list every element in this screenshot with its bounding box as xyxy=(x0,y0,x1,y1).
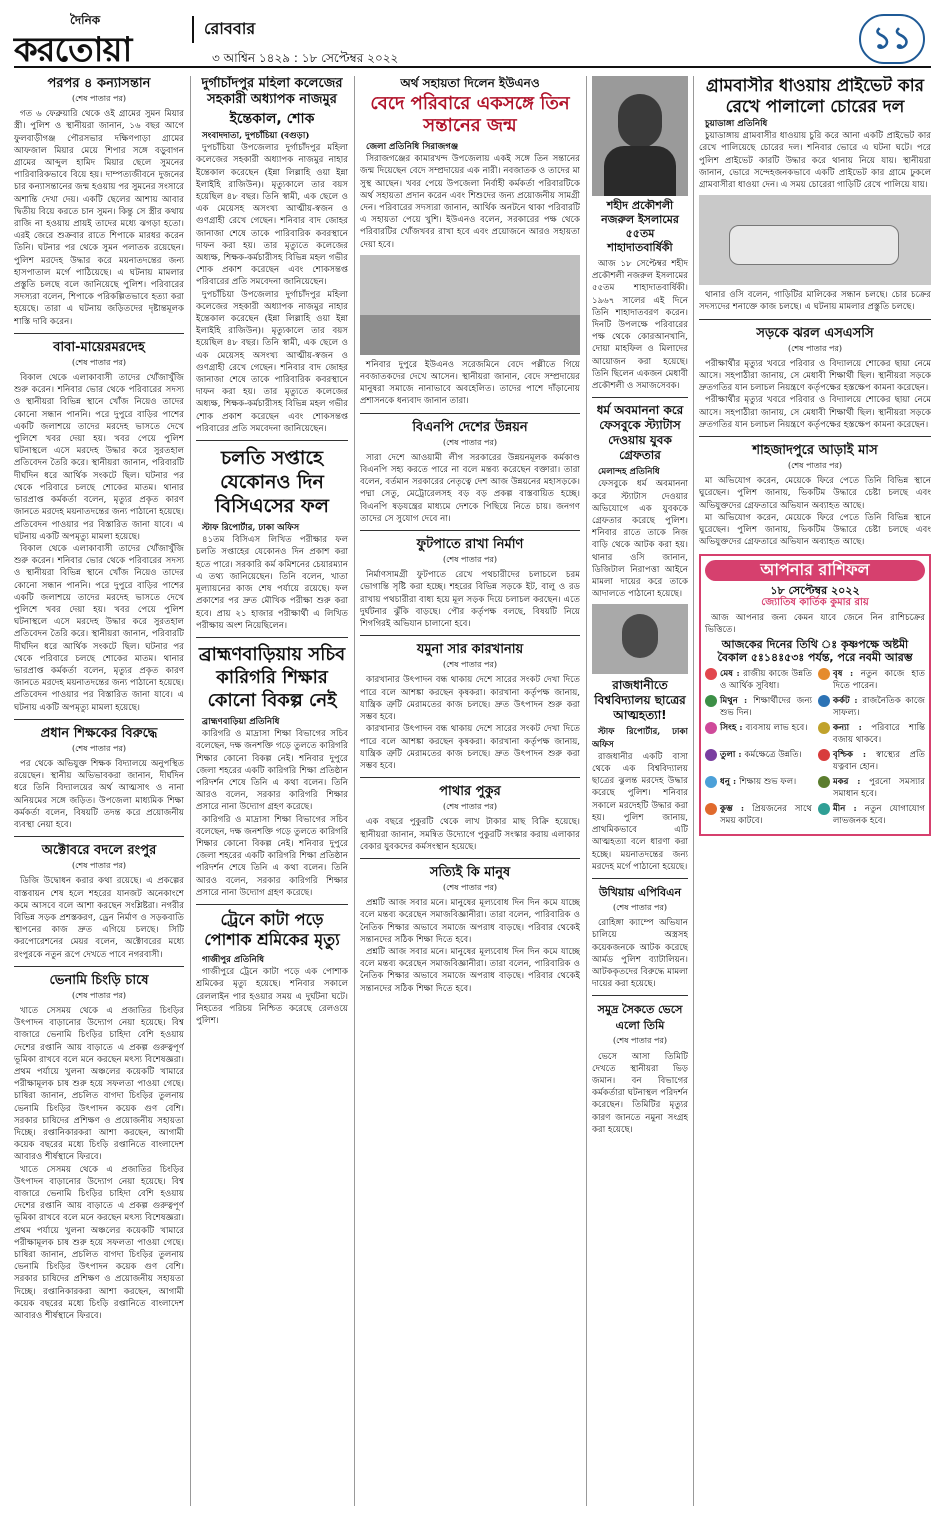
column-divider xyxy=(354,76,355,1506)
zodiac-icon xyxy=(705,668,717,680)
column-4 xyxy=(592,76,688,1506)
article-body: ভেসে আসা তিমিটি দেখতে স্থানীয়রা ভিড় জমান। বন বিভাগের কর্মকর্তারা ঘটনাস্থল পরিদর্শন করেছেন। তিমিটির মৃত্যুর কারণ জানতে নমুনা সংগ্রহ করা হয়েছে। xyxy=(592,1051,688,1135)
article-body: কারিগরি ও মাদ্রাসা শিক্ষা বিভাগের সচিব বলেছেন, দক্ষ জনশক্তি গড়ে তুলতে কারিগরি শিক্ষার কোনো বিকল্প নেই। শনিবার দুপুরে জেলা শহরের একটি কারিগরি শিক্ষা প্রতিষ্ঠান পরিদর্শন শেষে তিনি এ কথা বলেন। তিনি আরও বলেন, সরকার কারিগরি শিক্ষার প্রসারে নানা উদ্যোগ গ্রহণ করেছে। xyxy=(196,729,348,813)
newspaper-logo xyxy=(14,10,184,70)
horoscope-text: মীন : নতুন যোগাযোগ লাভজনক হবে। xyxy=(833,803,925,826)
headline: রাজধানীতে বিশ্ববিদ্যালয় ছাত্রের আত্মহত্যা! xyxy=(594,678,686,723)
article-body: শনিবার দুপুরে ইউএনও সরেজমিনে বেদে পল্লীতে গিয়ে নবজাতকদের দেখে আসেন। স্থানীয়রা জানান, বেদে সম্প্রদায়ের মানুষরা সমাজে নানাভাবে অবহেলিত। তাদের পাশে দাঁড়ানোয় প্রশাসনকে ধন্যবাদ জানান তারা। xyxy=(360,359,580,407)
continuation-note: (শেষ পাতার পর) xyxy=(787,461,843,471)
article-body: নির্মাণসামগ্রী ফুটপাতে রেখে পথচারীদের চলাচলে চরম ভোগান্তি সৃষ্টি করা হচ্ছে। শহরের বিভিন্ন সড়কে ইট, বালু ও রড রাখায় পথচারীরা বাধ্য হয়ে মূল সড়ক দিয়ে চলাচল করছেন। এতে দুর্ঘটনার ঝুঁকি বাড়ছে। পৌর কর্তৃপক্ষ বলছে, বিষয়টি নিয়ে শিগগিরই অভিযান চালানো হবে। xyxy=(360,570,580,630)
headline: সত্যিই কি মানুষ xyxy=(429,864,511,880)
continuation-note: (শেষ পাতার পর) xyxy=(71,743,127,753)
headline: ধর্ম অবমাননা করে ফেসবুকে স্ট্যাটাস দেওয়ায় যুবক গ্রেফতার xyxy=(596,403,684,463)
logo-name: করতোয়া xyxy=(14,30,132,70)
article-body: ফেসবুকে ধর্ম অবমাননা করে স্ট্যাটাস দেওয়ার অভিযোগে এক যুবককে গ্রেফতার করেছে পুলিশ। শনিবার রাতে তাকে নিজ বাড়ি থেকে আটক করা হয়। থানার ওসি জানান, ডিজিটাল নিরাপত্তা আইনে মামলা দায়ের করে তাকে আদালতে পাঠানো হয়েছে। xyxy=(592,479,688,600)
masthead xyxy=(14,10,931,68)
horoscope-text: মেষ : রাজীয় কাজে উন্নতি ও আর্থিক সুবিধা। xyxy=(720,668,813,691)
horoscope-list xyxy=(701,668,929,830)
article-body: খাতে সেসময় থেকে এ প্রজাতির চিংড়ির উৎপাদন বাড়ানোর উদ্যোগ নেয়া হয়েছে। বিশ্ব বাজারে ভেনামি চিংড়ির চাহিদা বেশি হওয়ায় দেশের রপ্তানি আয় বাড়াতে এ প্রকল্প গুরুত্বপূর্ণ ভূমিকা রাখবে বলে মনে করছেন মৎস্য বিশেষজ্ঞরা। প্রথম পর্যায়ে খুলনা অঞ্চলের কয়েকটি খামারে পরীক্ষামূলক চাষ শুরু হয়ে সফলতা পাওয়া গেছে। চাষিরা জানান, প্রচলিত বাগদা চিংড়ির তুলনায় ভেনামি চিংড়ির উৎপাদন কয়েক গুণ বেশি। সরকার চাষিদের প্রশিক্ষণ ও প্রয়োজনীয় সহায়তা দিচ্ছে। রপ্তানিকারকরা আশা করছেন, আগামী কয়েক বছরের মধ্যে চিংড়ি রপ্তানিতে বাংলাদেশ আবারও শীর্ষস্থানে ফিরবে। xyxy=(14,1164,184,1322)
horoscope-text: কর্কট : রাজনৈতিক কাজে সাফল্য। xyxy=(833,695,925,718)
continuation-note: (শেষ পাতার পর) xyxy=(442,882,498,892)
zodiac-icon xyxy=(705,776,717,788)
zodiac-icon xyxy=(818,722,830,734)
continuation-note: (শেষ পাতার পর) xyxy=(71,94,127,103)
tithi: আজকের দিনের তিথি ঃ কৃষ্ণপক্ষে অষ্টমী xyxy=(721,638,909,652)
column-5 xyxy=(699,76,931,1506)
article-body: থানার ওসি বলেন, গাড়িটির মালিকের সন্ধান চলছে। চোর চক্রের সদস্যদের শনাক্তে কাজ চলছে। এ ঘটনায় মামলার প্রস্তুতি চলছে। xyxy=(699,290,931,313)
article-body: গত ৬ ফেব্রুয়ারি থেকে ওই গ্রামের সুমন মিয়ার স্ত্রী। পুলিশ ও স্থানীয়রা জানান, ১৬ বছর আগে ফুলবাড়ীগঞ্জ পৌরসভার দক্ষিণপাড়া গ্রামের আফজাল মিয়ার মেয়ে শিপার সঙ্গে বড়ুবাগন গ্রামের আব্দুল হামিদ মিয়ার ছেলে সুমনের পারিবারিকভাবে বিয়ে হয়। দাম্পত্যজীবনে দুজনের চার কন্যাসন্তানের জন্ম হওয়ায় পর সুমনের সংসারে অশান্তি দেখা দেয়। একটি ছেলের আশায় আবার দ্বিতীয় বিয়ে করতে চান সুমন। কিন্তু সে স্ত্রীর কথায় রাজি না হওয়ায় প্রায়ই তাদের মধ্যে ঝগড়া হতো। এরই জেরে শুক্রবার রাতে শিপাকে মারধর করেন তিনি। ঘটনার পর থেকে সুমন পলাতক রয়েছেন। পুলিশ মরদেহ উদ্ধার করে ময়নাতদন্তের জন্য হাসপাতাল মর্গে পাঠিয়েছে। এ ঘটনায় মামলার প্রস্তুতি চলছে বলে জানিয়েছে পুলিশ। পরিবারের সদস্যরা বলেন, শিপাকে পরিকল্পিতভাবে হত্যা করা হয়েছে। তারা এ ঘটনায় জড়িতদের দৃষ্টান্তমূলক শাস্তি দাবি করেন। xyxy=(14,109,184,327)
zodiac-icon xyxy=(818,668,830,680)
zodiac-icon xyxy=(705,803,717,815)
dateline: ৩ আশ্বিন ১৪২৯ : ১৮ সেপ্টেম্বর ২০২২ xyxy=(212,51,399,65)
continuation-note: (শেষ পাতার পর) xyxy=(442,437,498,447)
horoscope-item xyxy=(818,749,925,773)
column-divider xyxy=(693,76,694,1506)
horoscope-text: কুম্ভ : প্রিয়জনের সাথে সময় কাটবে। xyxy=(720,803,812,826)
article-body: সারা দেশে আওয়ামী লীগ সরকারের উন্নয়নমূলক কর্মকাণ্ড বিএনপি সহ্য করতে পারে না বলে মন্তব্য করেছেন বক্তারা। তারা বলেন, বর্তমান সরকারের নেতৃত্বে দেশ আজ উন্নয়নের মহাসড়কে। পদ্মা সেতু, মেট্রোরেলসহ বড় বড় প্রকল্প বাস্তবায়িত হচ্ছে। বিএনপি ষড়যন্ত্রের মাধ্যমে দেশকে পিছিয়ে নিতে চায়। জনগণ তাদের সে সুযোগ দেবে না। xyxy=(360,452,580,524)
byline: ব্রাহ্মণবাড়িয়া প্রতিনিধি xyxy=(202,716,280,727)
column-divider xyxy=(190,76,191,1506)
continuation-note: (শেষ পাতার পর) xyxy=(787,343,843,353)
column-3 xyxy=(360,76,580,1506)
headline: শাহজাদপুরে আড়াই মাস xyxy=(752,443,878,459)
tithi-detail: বৈকাল ৫ঃ১৪ঃ৫৩ঃ পর্যন্ত, পরে নবমী আরম্ভ xyxy=(717,650,913,664)
headline: পরপর ৪ কন্যাসন্তান xyxy=(47,76,151,91)
column-divider xyxy=(586,76,587,1506)
continuation-note: (শেষ পাতার পর) xyxy=(442,660,498,670)
article-body: কারখানার উৎপাদন বন্ধ থাকায় দেশে সারের সংকট দেখা দিতে পারে বলে আশঙ্কা করছেন কৃষকরা। কারখানা কর্তৃপক্ষ জানায়, যান্ত্রিক ত্রুটি মেরামতের কাজ চলছে। দ্রুত উৎপাদন শুরু করা সম্ভব হবে। xyxy=(360,724,580,771)
article-body: মা অভিযোগ করেন, মেয়েকে ফিরে পেতে তিনি বিভিন্ন স্থানে ঘুরেছেন। পুলিশ জানায়, ভিকটিম উদ্ধারে চেষ্টা চলছে এবং অভিযুক্তদের গ্রেফতারে অভিযান অব্যাহত আছে। xyxy=(699,476,931,511)
continuation-note: (শেষ পাতার পর) xyxy=(612,902,668,912)
photo-caption: শহীদ প্রকৌশলী নজরুল ইসলামের ৫৫তম শাহাদাতবার্ষিকী xyxy=(601,199,679,254)
column-2 xyxy=(196,76,348,1506)
headline: চলতি সপ্তাহে যেকোনও দিন বিসিএসের ফল xyxy=(215,447,329,518)
horoscope-item xyxy=(705,749,812,773)
portrait-photo xyxy=(592,604,688,674)
article-body: পরীক্ষার্থীর মৃত্যুর খবরে পরিবার ও বিদ্যালয়ে শোকের ছায়া নেমে আসে। সহপাঠীরা জানায়, সে মেধাবী শিক্ষার্থী ছিল। স্থানীয়রা সড়কে দ্রুতগতির যান চলাচল নিয়ন্ত্রণে কর্তৃপক্ষের হস্তক্ষেপ কামনা করেছেন। xyxy=(699,358,931,394)
headline: সড়কে ঝরল এসএসসি xyxy=(756,325,874,341)
horoscope-item xyxy=(818,803,925,827)
article-body: রাজধানীর একটি বাসা থেকে এক বিশ্ববিদ্যালয় ছাত্রের ঝুলন্ত মরদেহ উদ্ধার করেছে পুলিশ। শনিবার সকালে মরদেহটি উদ্ধার করা হয়। পুলিশ জানায়, প্রাথমিকভাবে এটি আত্মহত্যা বলে ধারণা করা হচ্ছে। ময়নাতদন্তের জন্য মরদেহ মর্গে পাঠানো হয়েছে। xyxy=(592,751,688,872)
article-body: কারখানার উৎপাদন বন্ধ থাকায় দেশে সারের সংকট দেখা দিতে পারে বলে আশঙ্কা করছেন কৃষকরা। কারখানা কর্তৃপক্ষ জানায়, যান্ত্রিক ত্রুটি মেরামতের কাজ চলছে। দ্রুত উৎপাদন শুরু করা সম্ভব হবে। xyxy=(360,675,580,723)
continuation-note: (শেষ পাতার পর) xyxy=(71,357,127,367)
headline: প্রধান শিক্ষকের বিরুদ্ধে xyxy=(40,725,158,741)
headline: গ্রামবাসীর ধাওয়ায় প্রাইভেট কার রেখে পালালো চোরের দল xyxy=(705,76,925,117)
headline: ভেনামি চিংড়ি চাষে xyxy=(49,972,149,988)
car-photo xyxy=(699,195,931,285)
byline: মেলান্দহ প্রতিনিধি xyxy=(598,467,660,478)
byline: সংবাদদাতা, দুপচাঁচিয়া (বগুড়া) xyxy=(202,131,310,141)
byline: চুয়াডাঙ্গা প্রতিনিধি xyxy=(705,119,768,129)
continuation-note: (শেষ পাতার পর) xyxy=(442,555,498,565)
byline: স্টাফ রিপোর্টার, ঢাকা অফিস xyxy=(202,523,300,534)
headline: ফুটপাতে রাখা নির্মাণ xyxy=(416,537,524,553)
zodiac-icon xyxy=(705,695,717,707)
headline: অক্টোবরে বদলে রংপুর xyxy=(41,843,157,859)
article-body: রোহিঙ্গা ক্যাম্পে অভিযান চালিয়ে অস্ত্রসহ কয়েকজনকে আটক করেছে আর্মড পুলিশ ব্যাটালিয়ন। আটককৃতদের বিরুদ্ধে মামলা দায়ের করা হয়েছে। xyxy=(592,918,688,990)
article-body: বিকাল থেকে এলাকাবাসী তাদের খোঁজাখুঁজি শুরু করেন। শনিবার ভোর থেকে পরিবারের সদস্য ও স্থানীয়রা বিভিন্ন স্থানে খোঁজ নিয়েও তাদের কোনো সন্ধান পাননি। পরে দুপুরে বাড়ির পাশের একটি জলাশয়ে তাদের মরদেহ ভাসতে দেখে পুলিশে খবর দেয়া হয়। খবর পেয়ে পুলিশ ঘটনাস্থলে এসে মরদেহ উদ্ধার করে সুরতহাল প্রতিবেদন তৈরি করে। স্থানীয়রা জানান, পরিবারটি দীর্ঘদিন ধরে আর্থিক সংকটে ছিল। ঘটনার পর থেকে পরিবারে চলছে শোকের মাতম। থানার ভারপ্রাপ্ত কর্মকর্তা বলেন, মৃত্যুর প্রকৃত কারণ জানতে মরদেহ ময়নাতদন্তের জন্য পাঠানো হয়েছে। প্রতিবেদন পাওয়ার পর বিস্তারিত জানা যাবে। এ ঘটনায় একটি অপমৃত্যু মামলা হয়েছে। xyxy=(14,373,184,542)
horoscope-item xyxy=(818,776,925,800)
page-number: ১১ xyxy=(859,14,925,64)
byline: স্টাফ রিপোর্টার, ঢাকা অফিস xyxy=(592,727,688,750)
zodiac-icon xyxy=(818,749,830,761)
horoscope-item xyxy=(818,668,925,692)
headline: বেদে পরিবারে একসঙ্গে তিন সন্তানের জন্ম xyxy=(370,93,570,136)
zodiac-icon xyxy=(818,776,830,788)
subheadline: ইন্তেকাল, শোক xyxy=(229,111,315,127)
headline: যমুনা সার কারখানায় xyxy=(416,642,524,658)
horoscope-text: বৃষ : নতুন কাজে হাত দিতে পারেন। xyxy=(833,668,925,691)
article-body: দুপচাঁচিয়া উপজেলার দুর্গাচাঁদপুর মহিলা কলেজের সহকারী অধ্যাপক নাজমুর নাহার ইন্তেকাল করেছেন (ইন্না লিল্লাহি ওয়া ইন্না ইলাইহি রাজিউন)। মৃত্যুকালে তার বয়স হয়েছিল ৪৮ বছর। তিনি স্বামী, এক ছেলে ও এক মেয়েসহ অসংখ্য আত্মীয়-স্বজন ও গুণগ্রাহী রেখে গেছেন। শনিবার বাদ জোহর জানাজা শেষে তাকে পারিবারিক কবরস্থানে দাফন করা হয়। তার মৃত্যুতে কলেজের অধ্যক্ষ, শিক্ষক-কর্মচারীসহ বিভিন্ন মহল গভীর শোক প্রকাশ করেছেন এবং শোকসন্তপ্ত পরিবারের প্রতি সমবেদনা জানিয়েছেন। xyxy=(196,289,348,434)
continuation-note: (শেষ পাতার পর) xyxy=(71,990,127,1000)
horoscope-title: আপনার রাশিফল xyxy=(705,560,925,580)
article-body: ৪১তম বিসিএস লিখিত পরীক্ষার ফল চলতি সপ্তাহের যেকোনও দিন প্রকাশ করা হতে পারে। সরকারি কর্ম কমিশনের চেয়ারম্যান এ তথ্য জানিয়েছেন। তিনি বলেন, খাতা মূল্যায়নের কাজ শেষ পর্যায়ে রয়েছে। ফল প্রকাশের পর দ্রুত মৌখিক পরীক্ষা শুরু করা হবে। প্রায় ২১ হাজার পরীক্ষার্থী এ লিখিত পরীক্ষায় অংশ নিয়েছিলেন। xyxy=(196,535,348,631)
zodiac-icon xyxy=(705,749,717,761)
article-body: ডিজি উদ্বোধন করার কথা রয়েছে। এ প্রকল্পের বাস্তবায়ন শেষ হলে শহরের যানজট অনেকাংশে কমে আসবে বলে আশা করছেন সংশ্লিষ্টরা। নগরীর বিভিন্ন সড়ক প্রশস্তকরণ, ড্রেন নির্মাণ ও সড়কবাতি স্থাপনের কাজ দ্রুত এগিয়ে চলছে। সিটি করপোরেশনের মেয়র বলেন, অক্টোবরের মধ্যে রংপুরকে নতুন রূপে দেখতে পাবে নগরবাসী। xyxy=(14,876,184,960)
byline: জেলা প্রতিনিধি সিরাজগঞ্জ xyxy=(366,142,459,152)
horoscope-text: বৃশ্চিক : স্বাস্থ্যের প্রতি যত্নবান হোন। xyxy=(833,749,925,772)
article-body: প্রশ্নটি আজ সবার মনে। মানুষের মূল্যবোধ দিন দিন কমে যাচ্ছে বলে মন্তব্য করেছেন সমাজবিজ্ঞানীরা। তারা বলেন, পারিবারিক ও নৈতিক শিক্ষার অভাবে সমাজে অপরাধ বাড়ছে। পরিবার থেকেই সন্তানদের সঠিক শিক্ষা দিতে হবে। xyxy=(360,898,580,945)
horoscope-text: সিংহ : ব্যবসায় লাভ হবে। xyxy=(720,722,808,733)
horoscope-item xyxy=(705,695,812,719)
continuation-note: (শেষ পাতার পর) xyxy=(442,802,498,812)
horoscope-date: ১৮ সেপ্টেম্বর ২০২২ xyxy=(770,583,860,597)
article-body: চুয়াডাঙ্গায় গ্রামবাসীর ধাওয়ায় চুরি করে আনা একটি প্রাইভেট কার রেখে পালিয়েছে চোরের দল। শনিবার ভোরে এ ঘটনা ঘটে। পরে পুলিশ প্রাইভেট কারটি উদ্ধার করে থানায় নিয়ে যায়। স্থানীয়রা জানান, ভোরে সন্দেহজনকভাবে একটি প্রাইভেট কার গ্রামে ঢুকলে গ্রামবাসীরা ধাওয়া দেন। এ সময় চোরেরা গাড়িটি রেখে পালিয়ে যায়। xyxy=(699,131,931,191)
byline: গাজীপুর প্রতিনিধি xyxy=(202,954,265,965)
headline: দুর্গাচাঁদপুর মহিলা কলেজের সহকারী অধ্যাপক নাজমুর xyxy=(201,76,343,107)
continuation-note: (শেষ পাতার পর) xyxy=(71,861,127,871)
article-body: দুপচাঁচিয়া উপজেলার দুর্গাচাঁদপুর মহিলা কলেজের সহকারী অধ্যাপক নাজমুর নাহার ইন্তেকাল করেছেন (ইন্না লিল্লাহি ওয়া ইন্না ইলাইহি রাজিউন)। মৃত্যুকালে তার বয়স হয়েছিল ৪৮ বছর। তিনি স্বামী, এক ছেলে ও এক মেয়েসহ অসংখ্য আত্মীয়-স্বজন ও গুণগ্রাহী রেখে গেছেন। শনিবার বাদ জোহর জানাজা শেষে তাকে পারিবারিক কবরস্থানে দাফন করা হয়। তার মৃত্যুতে কলেজের অধ্যক্ষ, শিক্ষক-কর্মচারীসহ বিভিন্ন মহল গভীর শোক প্রকাশ করেছেন এবং শোকসন্তপ্ত পরিবারের প্রতি সমবেদনা জানিয়েছেন। xyxy=(196,143,348,288)
article-body: কারিগরি ও মাদ্রাসা শিক্ষা বিভাগের সচিব বলেছেন, দক্ষ জনশক্তি গড়ে তুলতে কারিগরি শিক্ষার কোনো বিকল্প নেই। শনিবার দুপুরে জেলা শহরের একটি কারিগরি শিক্ষা প্রতিষ্ঠান পরিদর্শন শেষে তিনি এ কথা বলেন। তিনি আরও বলেন, সরকার কারিগরি শিক্ষার প্রসারে নানা উদ্যোগ গ্রহণ করেছে। xyxy=(196,814,348,898)
headline: বাবা-মায়েরমরদেহ xyxy=(53,339,145,355)
zodiac-icon xyxy=(818,695,830,707)
headline: ট্রেনে কাটা পড়ে পোশাক শ্রমিকের মৃত্যু xyxy=(204,909,340,949)
headline: পাথার পুকুর xyxy=(439,784,501,800)
zodiac-icon xyxy=(705,722,717,734)
horoscope-text: কন্যা : পরিবারে শান্তি বজায় থাকবে। xyxy=(833,722,925,745)
horoscope-item xyxy=(818,695,925,719)
horoscope-item xyxy=(818,722,925,746)
article-body: প্রশ্নটি আজ সবার মনে। মানুষের মূল্যবোধ দিন দিন কমে যাচ্ছে বলে মন্তব্য করেছেন সমাজবিজ্ঞানীরা। তারা বলেন, পারিবারিক ও নৈতিক শিক্ষার অভাবে সমাজে অপরাধ বাড়ছে। পরিবার থেকেই সন্তানদের সঠিক শিক্ষা দিতে হবে। xyxy=(360,946,580,994)
logo-small-text: দৈনিক xyxy=(70,13,101,27)
article-body: খাতে সেসময় থেকে এ প্রজাতির চিংড়ির উৎপাদন বাড়ানোর উদ্যোগ নেয়া হয়েছে। বিশ্ব বাজারে ভেনামি চিংড়ির চাহিদা বেশি হওয়ায় দেশের রপ্তানি আয় বাড়াতে এ প্রকল্প গুরুত্বপূর্ণ ভূমিকা রাখবে বলে মনে করছেন মৎস্য বিশেষজ্ঞরা। প্রথম পর্যায়ে খুলনা অঞ্চলের কয়েকটি খামারে পরীক্ষামূলক চাষ শুরু হয়ে সফলতা পাওয়া গেছে। চাষিরা জানান, প্রচলিত বাগদা চিংড়ির তুলনায় ভেনামি চিংড়ির উৎপাদন কয়েক গুণ বেশি। সরকার চাষিদের প্রশিক্ষণ ও প্রয়োজনীয় সহায়তা দিচ্ছে। রপ্তানিকারকরা আশা করছেন, আগামী কয়েক বছরের মধ্যে চিংড়ি রপ্তানিতে বাংলাদেশ আবারও শীর্ষস্থানে ফিরবে। xyxy=(14,1006,184,1163)
horoscope-intro: আজ আপনার জন্য কেমন যাবে জেনে নিন রাশিচক্রের ভিত্তিতে। xyxy=(705,613,925,636)
horoscope-box xyxy=(699,554,931,835)
day-name: রোববার xyxy=(192,16,255,43)
horoscope-item xyxy=(705,668,812,692)
portrait-photo xyxy=(592,76,688,196)
horoscope-item xyxy=(705,722,812,746)
kicker: অর্থ সহায়তা দিলেন ইউএনও xyxy=(400,76,540,90)
horoscope-text: মিথুন : শিক্ষার্থীদের জন্য শুভ দিন। xyxy=(720,695,812,718)
article-body: পর থেকে অভিযুক্ত শিক্ষক বিদ্যালয়ে অনুপস্থিত রয়েছেন। স্থানীয় অভিভাবকরা জানান, দীর্ঘদিন ধরে তিনি বিদ্যালয়ের অর্থ আত্মসাৎ ও নানা অনিয়মের সঙ্গে জড়িত। উপজেলা মাধ্যমিক শিক্ষা কর্মকর্তা বলেন, বিষয়টি তদন্ত করে প্রয়োজনীয় ব্যবস্থা নেয়া হবে। xyxy=(14,758,184,830)
horoscope-author: জ্যোতিষ কার্তিক কুমার রায় xyxy=(761,596,869,608)
horoscope-text: মকর : পুরনো সমস্যার সমাধান হবে। xyxy=(833,776,925,799)
headline: ব্রাহ্মণবাড়িয়ায় সচিব কারিগরি শিক্ষার কোনো বিকল্প নেই xyxy=(198,643,346,711)
article-body: বিকাল থেকে এলাকাবাসী তাদের খোঁজাখুঁজি শুরু করেন। শনিবার ভোর থেকে পরিবারের সদস্য ও স্থানীয়রা বিভিন্ন স্থানে খোঁজ নিয়েও তাদের কোনো সন্ধান পাননি। পরে দুপুরে বাড়ির পাশের একটি জলাশয়ে তাদের মরদেহ ভাসতে দেখে পুলিশে খবর দেয়া হয়। খবর পেয়ে পুলিশ ঘটনাস্থলে এসে মরদেহ উদ্ধার করে সুরতহাল প্রতিবেদন তৈরি করে। স্থানীয়রা জানান, পরিবারটি দীর্ঘদিন ধরে আর্থিক সংকটে ছিল। ঘটনার পর থেকে পরিবারে চলছে শোকের মাতম। থানার ভারপ্রাপ্ত কর্মকর্তা বলেন, মৃত্যুর প্রকৃত কারণ জানতে মরদেহ ময়নাতদন্তের জন্য পাঠানো হয়েছে। প্রতিবেদন পাওয়ার পর বিস্তারিত জানা যাবে। এ ঘটনায় একটি অপমৃত্যু মামলা হয়েছে। xyxy=(14,543,184,713)
article-body: এক বছরে পুকুরটি থেকে লাখ টাকার মাছ বিক্রি হয়েছে। স্থানীয়রা জানান, সমন্বিত উদ্যোগে পুকুরটি সংস্কার করায় এলাকার বেকার যুবকদের কর্মসংস্থান হয়েছে। xyxy=(360,817,580,852)
article-body: সিরাজগঞ্জের কামারখন্দ উপজেলায় একই সঙ্গে তিন সন্তানের জন্ম দিয়েছেন বেদে সম্প্রদায়ের এক নারী। নবজাতক ও তাদের মা সুস্থ আছেন। খবর পেয়ে উপজেলা নির্বাহী কর্মকর্তা পরিবারটিকে অর্থ সহায়তা প্রদান করেন এবং শিশুদের জন্য প্রয়োজনীয় সামগ্রী দেন। পরিবারের সদস্যরা জানান, আর্থিক অনটনে থাকা পরিবারটি এ সহায়তা পেয়ে খুশি। ইউএনও বলেন, সরকারের পক্ষ থেকে পরিবারটির খোঁজখবর রাখা হবে এবং প্রয়োজনে আরও সহায়তা দেয়া হবে। xyxy=(360,154,580,250)
headline: সমুদ্র সৈকতে ভেসে এলো তিমি xyxy=(597,1003,683,1033)
zodiac-icon xyxy=(818,803,830,815)
horoscope-text: তুলা : কর্মক্ষেত্রে উন্নতি। xyxy=(720,749,802,760)
headline: উখিয়ায় এপিবিএন xyxy=(598,885,682,899)
news-photo xyxy=(360,255,580,355)
column-1 xyxy=(14,76,184,1506)
horoscope-item xyxy=(705,776,812,800)
headline: বিএনপি দেশের উন্নয়ন xyxy=(412,419,528,435)
horoscope-item xyxy=(705,803,812,827)
horoscope-text: ধনু : শিক্ষায় শুভ ফল। xyxy=(720,776,797,787)
article-body: পরীক্ষার্থীর মৃত্যুর খবরে পরিবার ও বিদ্যালয়ে শোকের ছায়া নেমে আসে। সহপাঠীরা জানায়, সে মেধাবী শিক্ষার্থী ছিল। স্থানীয়রা সড়কে দ্রুতগতির যান চলাচল নিয়ন্ত্রণে কর্তৃপক্ষের হস্তক্ষেপ কামনা করেছেন। xyxy=(699,395,931,430)
article-body: গাজীপুরে ট্রেনে কাটা পড়ে এক পোশাক শ্রমিকের মৃত্যু হয়েছে। শনিবার সকালে রেললাইন পার হওয়ার সময় এ দুর্ঘটনা ঘটে। নিহতের পরিচয় নিশ্চিত করেছে রেলওয়ে পুলিশ। xyxy=(196,967,348,1026)
article-body: আজ ১৮ সেপ্টেম্বর শহীদ প্রকৌশলী নজরুল ইসলামের ৫৫তম শাহাদাতবার্ষিকী। ১৯৬৭ সালের এই দিনে তিনি শাহাদাতবরণ করেন। দিনটি উপলক্ষে পরিবারের পক্ষ থেকে কোরআনখানি, দোয়া মাহফিল ও মিলাদের আয়োজন করা হয়েছে। তিনি ছিলেন একজন মেধাবী প্রকৌশলী ও সমাজসেবক। xyxy=(592,259,688,392)
continuation-note: (শেষ পাতার পর) xyxy=(612,1036,668,1046)
article-body: মা অভিযোগ করেন, মেয়েকে ফিরে পেতে তিনি বিভিন্ন স্থানে ঘুরেছেন। পুলিশ জানায়, ভিকটিম উদ্ধারে চেষ্টা চলছে এবং অভিযুক্তদের গ্রেফতারে অভিযান অব্যাহত আছে। xyxy=(699,512,931,548)
